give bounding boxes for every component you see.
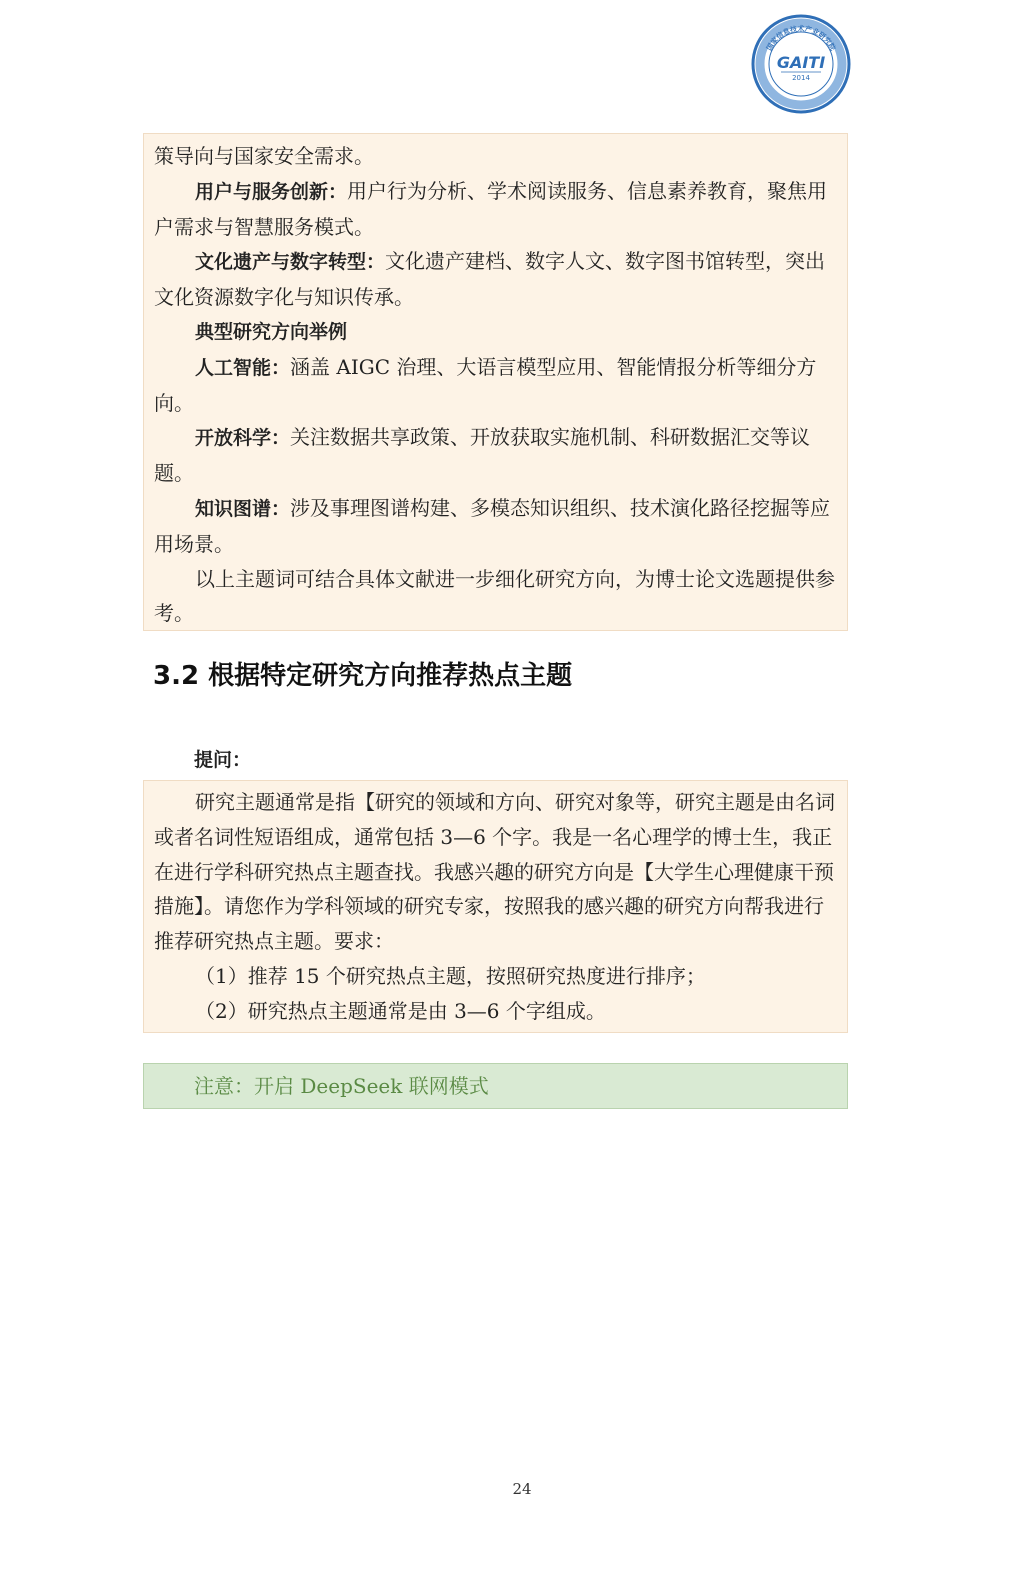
text-user-service: 用户行为分析、学术阅读服务、信息素养教育，聚焦用户需求与智慧服务模式。: [154, 178, 828, 239]
examples-title: 典型研究方向举例: [195, 320, 348, 343]
question-label: 提问：: [194, 749, 252, 771]
paragraph-user-service: [154, 174, 837, 245]
label-ai: 人工智能：: [195, 356, 291, 379]
svg-text:国家信息技术产业研究院: 国家信息技术产业研究院: [765, 25, 837, 52]
label-culture: 文化遗产与数字转型：: [195, 251, 386, 274]
page-number: 24: [512, 1480, 532, 1498]
paragraph-culture: [154, 244, 837, 315]
paragraph-line0: 策导向与国家安全需求。: [154, 144, 374, 168]
paragraph-kg: [154, 491, 837, 562]
requirement-1: （1）推荐 15 个研究热点主题，按照研究热度进行排序；: [195, 963, 706, 988]
label-kg: 知识图谱：: [195, 497, 291, 520]
label-user-service: 用户与服务创新：: [195, 180, 348, 203]
text-ai: 涵盖 AIGC 治理、大语言模型应用、智能情报分析等细分方向。: [154, 354, 817, 415]
text-kg: 涉及事理图谱构建、多模态知识组织、技术演化路径挖掘等应用场景。: [154, 495, 831, 556]
section-heading: 3.2 根据特定研究方向推荐热点主题: [153, 661, 573, 691]
content-box-continued: [143, 133, 848, 631]
prompt-text: 研究主题通常是指【研究的领域和方向、研究对象等，研究主题是由名词或者名词性短语组成，通常包括 3—6 个字。我是一名心理学的博士生，我正在进行学科研究热点主题查找。我感兴趣的研究方向是【大学生心理健康干预措施】。请您作为学科领域的研究专家，按照我的感兴趣的研究方向帮我进行推荐研究热点主题。要求：: [154, 790, 835, 954]
gaiti-seal-icon: [751, 14, 851, 114]
paragraph-summary: 以上主题词可结合具体文献进一步细化研究方向，为博士论文选题提供参考。: [154, 566, 835, 626]
text-culture: 文化遗产建档、数字人文、数字图书馆转型，突出文化资源数字化与知识传承。: [154, 249, 826, 310]
requirement-2: （2）研究热点主题通常是由 3—6 个字组成。: [195, 998, 606, 1023]
paragraph-open-science: [154, 420, 837, 491]
logo-text: GAITI: [776, 53, 826, 72]
logo-year: 2014: [792, 74, 810, 82]
paragraph-ai: [154, 350, 837, 421]
gaiti-logo: [751, 14, 851, 114]
label-open-science: 开放科学：: [195, 427, 291, 450]
prompt-box: [143, 780, 848, 1033]
note-box: 注意：开启 DeepSeek 联网模式: [143, 1063, 848, 1109]
text-open-science: 关注数据共享政策、开放获取实施机制、科研数据汇交等议题。: [154, 425, 811, 486]
